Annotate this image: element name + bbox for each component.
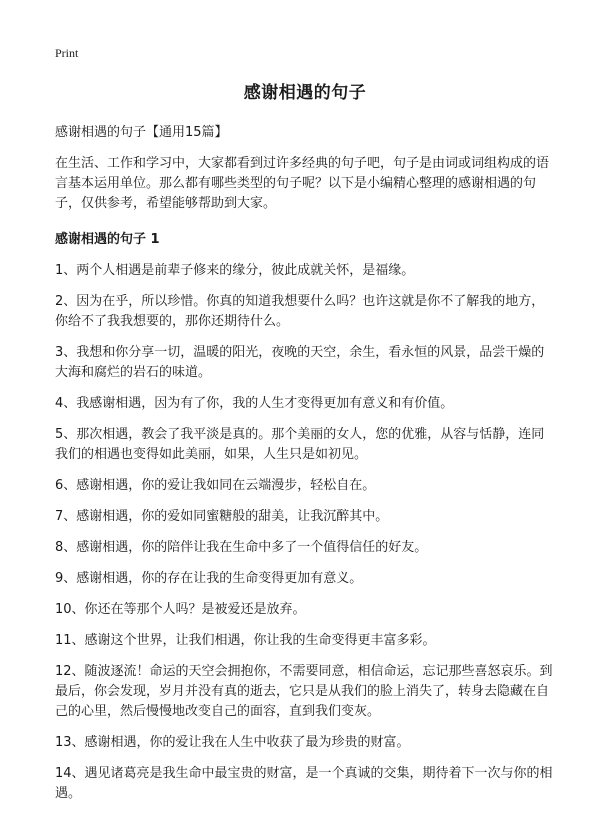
- intro-paragraph: 在生活、工作和学习中，大家都看到过许多经典的句子吧，句子是由词或词组构成的语言基本运用单位。那么都有哪些类型的句子呢？以下是小编精心整理的感谢相遇的句子，仅供参考，希望能够帮助到大家。: [55, 156, 550, 211]
- list-item: 2、因为在乎，所以珍惜。你真的知道我想要什么吗？也许这就是你不了解我的地方，你给不了我我想要的，那你还期待什么。: [55, 294, 545, 329]
- list-item: 8、感谢相遇，你的陪伴让我在生命中多了一个值得信任的好友。: [55, 540, 428, 555]
- section-heading: 感谢相遇的句子 1: [55, 232, 160, 247]
- page-title: 感谢相遇的句子: [243, 83, 367, 103]
- sentence-list: [55, 261, 555, 804]
- list-item: 6、感谢相遇，你的爱让我如同在云端漫步，轻松自在。: [55, 478, 376, 493]
- list-item: 10、你还在等那个人吗？是被爱还是放弃。: [55, 602, 306, 617]
- list-item: 9、感谢相遇，你的存在让我的生命变得更加有意义。: [55, 571, 363, 586]
- list-item: 11、感谢这个世界，让我们相遇，你让我的生命变得更丰富多彩。: [55, 633, 436, 648]
- list-item: 1、两个人相遇是前辈子修来的缘分，彼此成就关怀，是福缘。: [55, 263, 415, 278]
- list-item: 14、遇见诸葛亮是我生命中最宝贵的财富，是一个真诚的交集，期待着下一次与你的相遇。: [55, 766, 553, 801]
- list-item: 3、我想和你分享一切，温暖的阳光，夜晚的天空，余生，看永恒的风景，品尝干燥的大海和腐烂的岩石的味道。: [55, 345, 545, 380]
- list-item: 4、我感谢相遇，因为有了你，我的人生才变得更加有意义和有价值。: [55, 396, 454, 411]
- list-item: 7、感谢相遇，你的爱如同蜜糖般的甜美，让我沉醉其中。: [55, 509, 389, 524]
- document-subtitle: 感谢相遇的句子【通用15篇】: [55, 125, 228, 140]
- list-item: 13、感谢相遇，你的爱让我在人生中收获了最为珍贵的财富。: [55, 735, 410, 750]
- print-link[interactable]: Print: [55, 46, 79, 60]
- document-body: [55, 78, 555, 815]
- list-item: 5、那次相遇，教会了我平淡是真的。那个美丽的女人，您的优雅，从容与恬静，连同我们的相遇也变得如此美丽，如果，人生只是如初见。: [55, 427, 545, 462]
- list-item: 12、随波逐流！命运的天空会拥抱你，不需要同意，相信命运，忘记那些喜怒哀乐。到最后，你会发现，岁月并没有真的逝去，它只是从我们的脸上消失了，转身去隐藏在自己的心里，然后慢慢地改变自己的面容，直到我们变灰。: [55, 664, 553, 719]
